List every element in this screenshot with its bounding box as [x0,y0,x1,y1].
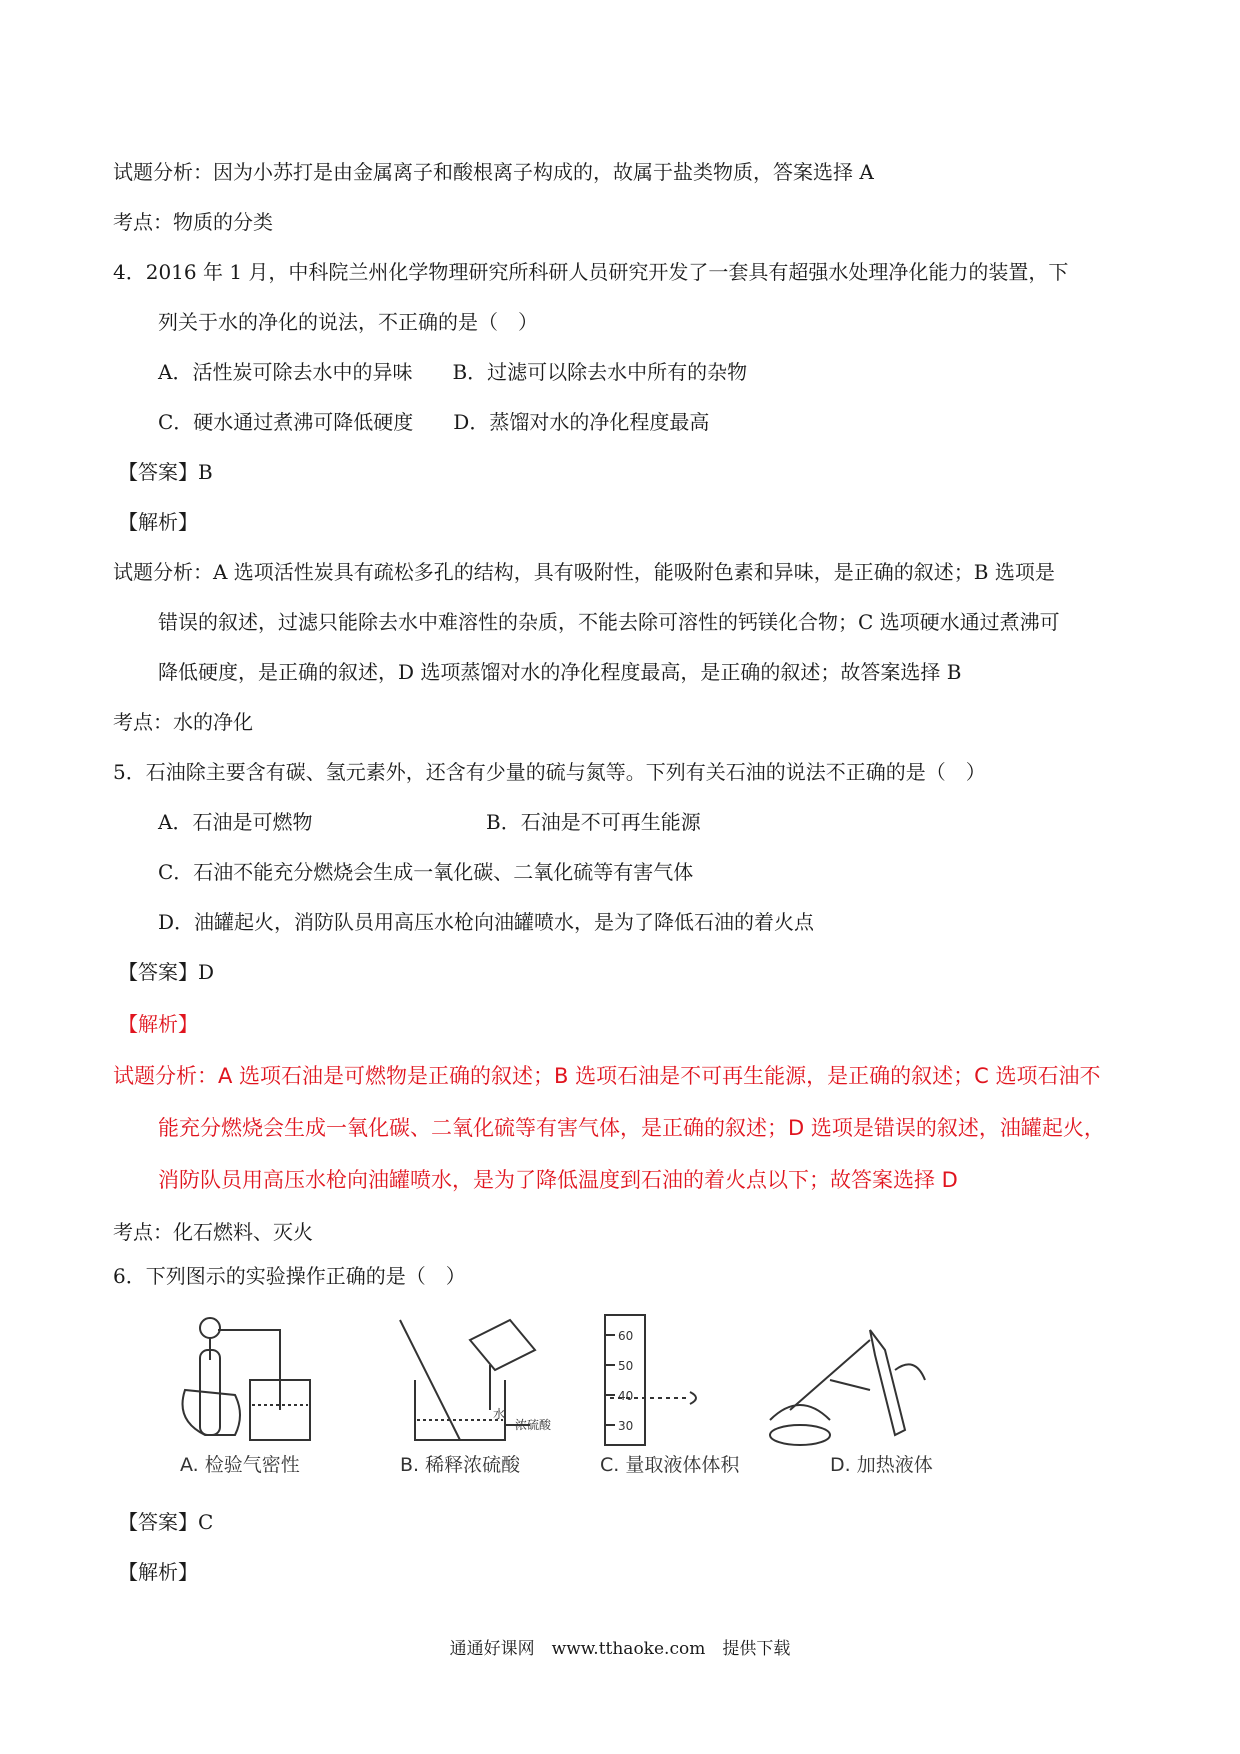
figure-labels [493,1329,633,1433]
page-footer: 通通好课网 www.tthaoke.com 提供下载 [449,1639,791,1659]
caption-a: A. 检验气密性 [180,1454,300,1476]
question-6-stem: 6．下列图示的实验操作正确的是（ ） [113,1264,466,1288]
scale-label-30: 30 [618,1419,634,1433]
question-5-option-b: B．石油是不可再生能源 [486,810,701,834]
question-5-option-a: A．石油是可燃物 [158,810,313,834]
caption-d: D. 加热液体 [830,1454,933,1476]
analysis-q5-line1: 试题分析：A 选项石油是可燃物是正确的叙述；B 选项石油是不可再生能源，是正确的叙述；C 选项石油不 [113,1064,1101,1088]
analysis-q3: 试题分析：因为小苏打是由金属离子和酸根离子构成的，故属于盐类物质，答案选择 A [113,160,874,184]
heat-liquid-drawing [770,1330,925,1445]
experiment-illustrations [170,1310,970,1450]
question-4-options-cd: C．硬水通过煮沸可降低硬度 D．蒸馏对水的净化程度最高 [158,410,710,434]
question-5-option-c: C．石油不能充分燃烧会生成一氧化碳、二氧化硫等有害气体 [158,860,694,884]
answer-q4: 【答案】B [118,460,213,484]
question-4-options-ab: A．活性炭可除去水中的异味 B．过滤可以除去水中所有的杂物 [158,360,748,384]
analysis-heading-q5: 【解析】 [118,1012,198,1036]
scale-label-40: 40 [618,1389,634,1403]
point-q5: 考点：化石燃料、灭火 [113,1220,313,1244]
analysis-q4-line1: 试题分析：A 选项活性炭具有疏松多孔的结构，具有吸附性，能吸附色素和异味，是正确的叙述；B 选项是 [113,560,1055,584]
caption-b: B. 稀释浓硫酸 [400,1454,521,1476]
question-4-stem-cont: 列关于水的净化的说法，不正确的是（ ） [158,310,538,334]
answer-q6: 【答案】C [118,1510,214,1534]
analysis-q4-line3: 降低硬度，是正确的叙述，D 选项蒸馏对水的净化程度最高，是正确的叙述；故答案选择 B [158,660,962,684]
label-conc-acid: 浓硫酸 [515,1418,552,1432]
analysis-q5-line3: 消防队员用高压水枪向油罐喷水，是为了降低温度到石油的着火点以下；故答案选择 D [158,1168,958,1192]
airtightness-check-drawing [183,1318,311,1440]
question-5-stem: 5．石油除主要含有碳、氢元素外，还含有少量的硫与氮等。下列有关石油的说法不正确的是（ ） [113,760,986,784]
point-q4: 考点：水的净化 [113,710,253,734]
analysis-heading-q6: 【解析】 [118,1560,198,1584]
caption-c: C. 量取液体体积 [600,1454,740,1476]
question-5-option-d: D．油罐起火，消防队员用高压水枪向油罐喷水，是为了降低石油的着火点 [158,910,815,934]
scale-label-60: 60 [618,1329,634,1343]
experiment-figure [170,1310,970,1480]
answer-q5: 【答案】D [118,960,215,984]
analysis-heading-q4: 【解析】 [118,510,198,534]
analysis-q5-line2: 能充分燃烧会生成一氧化碳、二氧化硫等有害气体，是正确的叙述；D 选项是错误的叙述，油罐起火， [158,1116,1105,1140]
label-water: 水 [493,1407,506,1421]
question-4-stem: 4．2016 年 1 月，中科院兰州化学物理研究所科研人员研究开发了一套具有超强水处理净化能力的装置，下 [113,260,1069,284]
point-q3: 考点：物质的分类 [113,210,273,234]
analysis-q4-line2: 错误的叙述，过滤只能除去水中难溶性的杂质，不能去除可溶性的钙镁化合物；C 选项硬水通过煮沸可 [158,610,1060,634]
scale-label-50: 50 [618,1359,634,1373]
